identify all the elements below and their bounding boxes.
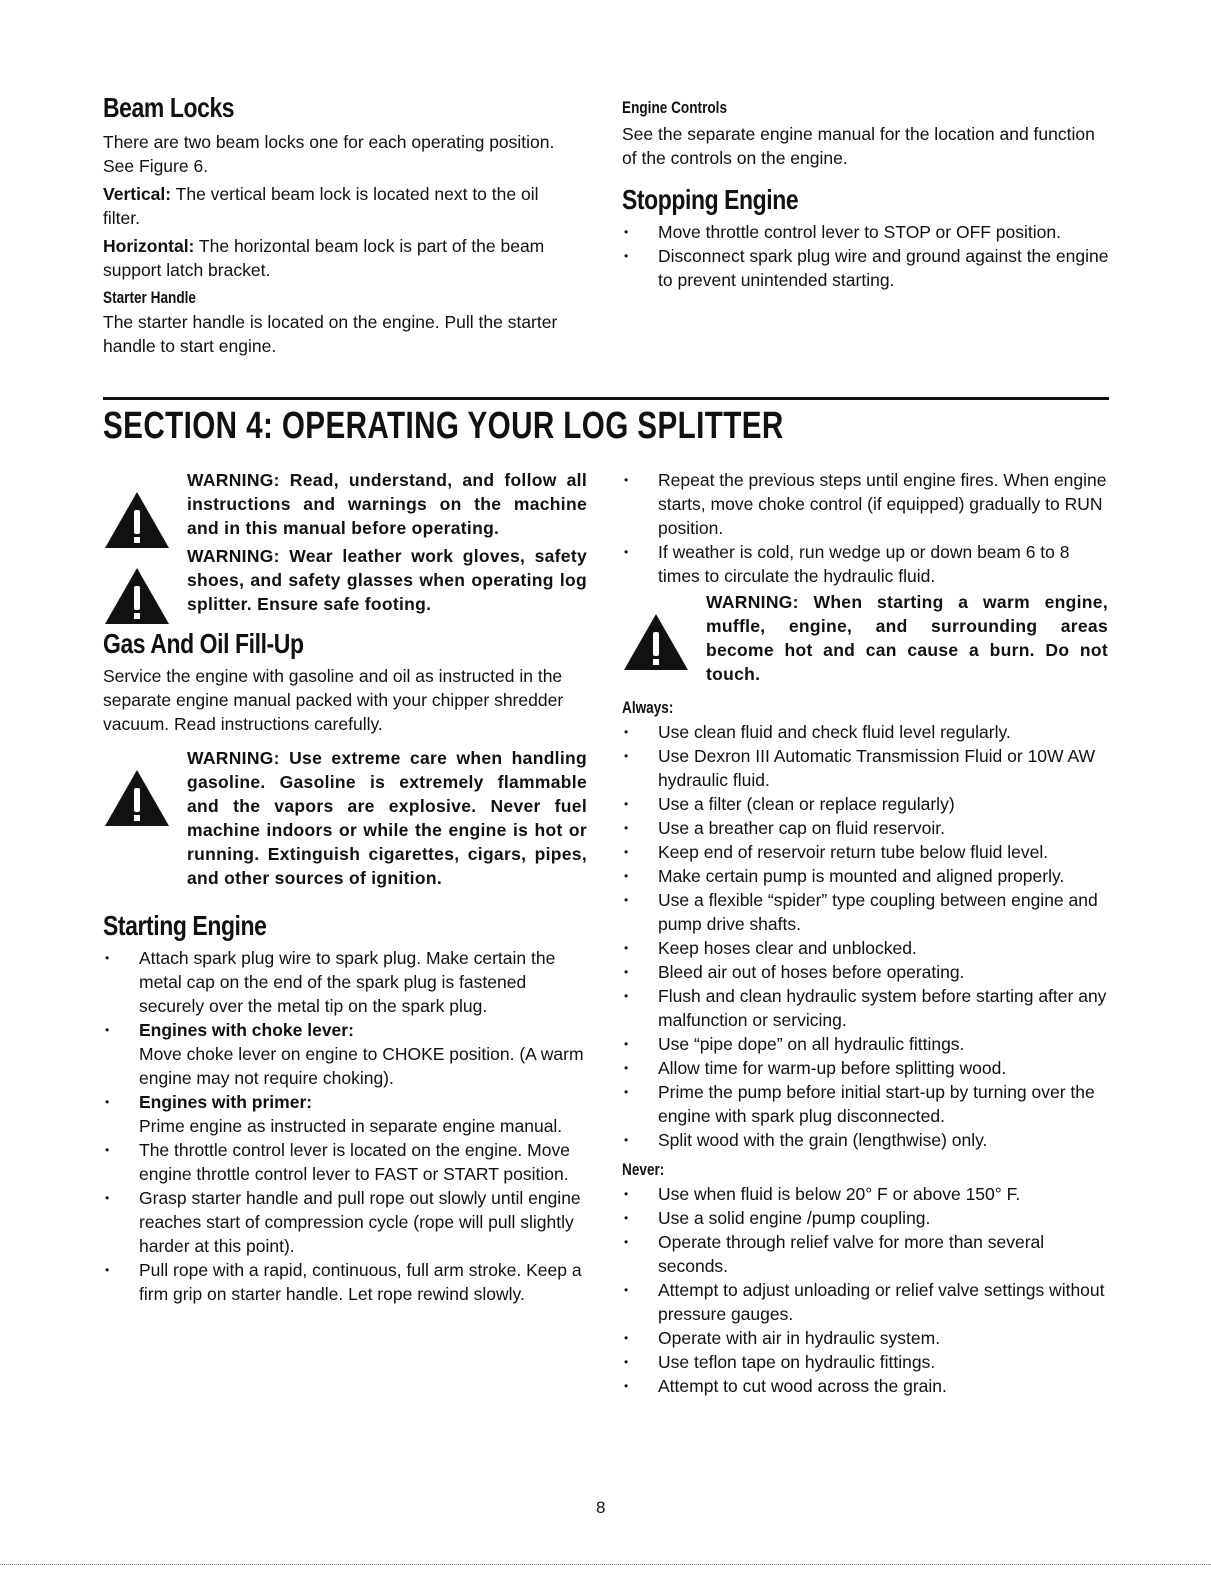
warning-text: WARNING: Use extreme care when handling gasoline. Gasoline is extremely flammable and the vapors are explosive. Never fuel machine indoors or while the engine is hot or running. Extinguish cigarettes, cigars, pipes, and other sources of ignition. bbox=[187, 748, 587, 888]
warning-text: WARNING: Read, understand, and follow all instructions and warnings on the machine and in this manual before operating. bbox=[187, 470, 587, 538]
starting-engine-list bbox=[103, 946, 587, 1306]
list-item: • Move throttle control lever to STOP or OFF position. bbox=[622, 220, 1112, 244]
list-item: • Use “pipe dope” on all hydraulic fittings. bbox=[622, 1032, 1108, 1056]
list-item: • Prime the pump before initial start-up by turning over the engine with spark plug disconnected. bbox=[622, 1080, 1108, 1128]
list-item: • Pull rope with a rapid, continuous, full arm stroke. Keep a firm grip on starter handle. Let rope rewind slowly. bbox=[103, 1258, 587, 1306]
starter-handle-text: The starter handle is located on the engine. Pull the starter handle to start engine. bbox=[103, 312, 558, 356]
choke-label: Engines with choke lever: bbox=[139, 1020, 354, 1040]
warning-triangle-icon bbox=[622, 612, 690, 672]
never-list bbox=[622, 1182, 1108, 1398]
page-bottom-edge bbox=[0, 1564, 1211, 1566]
list-item: • Use a flexible “spider” type coupling between engine and pump drive shafts. bbox=[622, 888, 1108, 936]
section-title: SECTION 4: OPERATING YOUR LOG SPLITTER bbox=[103, 405, 784, 447]
engine-controls-text: See the separate engine manual for the location and function of the controls on the engine. bbox=[622, 124, 1095, 168]
engine-controls-heading: Engine Controls bbox=[622, 98, 728, 117]
vertical-text: The vertical beam lock is located next to the oil filter. bbox=[103, 184, 539, 228]
list-item: • Use when fluid is below 20° F or above 150° F. bbox=[622, 1182, 1108, 1206]
list-item: • Use a solid engine /pump coupling. bbox=[622, 1206, 1108, 1230]
list-item: • Use Dexron III Automatic Transmission Fluid or 10W AW hydraulic fluid. bbox=[622, 744, 1108, 792]
list-item: • Use clean fluid and check fluid level regularly. bbox=[622, 720, 1108, 744]
warning-text: WARNING: Wear leather work gloves, safety shoes, and safety glasses when operating log splitter. Ensure safe footing. bbox=[187, 546, 587, 614]
page-number: 8 bbox=[596, 1498, 606, 1517]
list-item: • If weather is cold, run wedge up or down beam 6 to 8 times to circulate the hydraulic fluid. bbox=[622, 540, 1108, 588]
primer-text: Prime engine as instructed in separate engine manual. bbox=[139, 1116, 563, 1136]
warning-read-instructions bbox=[103, 468, 587, 540]
gas-oil-text: Service the engine with gasoline and oil as instructed in the separate engine manual packed with your chipper shredder vacuum. Read instructions carefully. bbox=[103, 666, 564, 734]
warning-text: WARNING: When starting a warm engine, muffle, engine, and surrounding areas become hot and can cause a burn. Do not touch. bbox=[706, 592, 1108, 684]
choke-text: Move choke lever on engine to CHOKE position. (A warm engine may not require choking). bbox=[139, 1044, 584, 1088]
beam-locks-intro: There are two beam locks one for each operating position. See Figure 6. bbox=[103, 132, 555, 176]
list-item: • Disconnect spark plug wire and ground against the engine to prevent unintended starting. bbox=[622, 244, 1112, 292]
list-item: • Bleed air out of hoses before operating. bbox=[622, 960, 1108, 984]
stopping-engine-list bbox=[622, 220, 1112, 292]
starter-handle-heading: Starter Handle bbox=[103, 288, 196, 307]
list-item: • Split wood with the grain (lengthwise) only. bbox=[622, 1128, 1108, 1152]
section-divider bbox=[103, 397, 1109, 400]
vertical-paragraph bbox=[103, 182, 573, 230]
list-item: • Grasp starter handle and pull rope out slowly until engine reaches start of compression cycle (rope will pull slightly harder at this point). bbox=[103, 1186, 587, 1258]
warning-triangle-icon bbox=[103, 768, 171, 828]
right-column bbox=[622, 468, 1108, 1398]
list-item: • Attach spark plug wire to spark plug. Make certain the metal cap on the end of the spark plug is fastened securely over the metal tip on the spark plug. bbox=[103, 946, 587, 1018]
horizontal-paragraph bbox=[103, 234, 573, 282]
starting-engine-heading: Starting Engine bbox=[103, 910, 267, 941]
never-heading: Never: bbox=[622, 1160, 665, 1179]
warning-hot-engine bbox=[622, 590, 1108, 686]
list-item bbox=[103, 1090, 587, 1138]
list-item: • Use teflon tape on hydraulic fittings. bbox=[622, 1350, 1108, 1374]
horizontal-text: The horizontal beam lock is part of the beam support latch bracket. bbox=[103, 236, 545, 280]
top-left-column bbox=[103, 92, 573, 358]
gas-oil-heading: Gas And Oil Fill-Up bbox=[103, 628, 304, 659]
list-item: • Attempt to adjust unloading or relief valve settings without pressure gauges. bbox=[622, 1278, 1108, 1326]
stopping-engine-heading: Stopping Engine bbox=[622, 184, 799, 215]
list-item: • Make certain pump is mounted and aligned properly. bbox=[622, 864, 1108, 888]
list-item: • Keep end of reservoir return tube below fluid level. bbox=[622, 840, 1108, 864]
list-item: • Flush and clean hydraulic system before starting after any malfunction or servicing. bbox=[622, 984, 1108, 1032]
horizontal-label: Horizontal: bbox=[103, 236, 195, 256]
left-column bbox=[103, 468, 587, 1306]
always-heading: Always: bbox=[622, 698, 674, 717]
warning-triangle-icon bbox=[103, 566, 171, 626]
list-item: • Attempt to cut wood across the grain. bbox=[622, 1374, 1108, 1398]
list-item: • Repeat the previous steps until engine fires. When engine starts, move choke control (if equipped) gradually to RUN position. bbox=[622, 468, 1108, 540]
list-item: • The throttle control lever is located on the engine. Move engine throttle control lever to FAST or START position. bbox=[103, 1138, 587, 1186]
list-item: • Use a breather cap on fluid reservoir. bbox=[622, 816, 1108, 840]
vertical-label: Vertical: bbox=[103, 184, 172, 204]
starting-steps-continued bbox=[622, 468, 1108, 588]
list-item: • Keep hoses clear and unblocked. bbox=[622, 936, 1108, 960]
warning-triangle-icon bbox=[103, 490, 171, 550]
top-right-column bbox=[622, 98, 1112, 292]
list-item: • Allow time for warm-up before splitting wood. bbox=[622, 1056, 1108, 1080]
beam-locks-heading: Beam Locks bbox=[103, 92, 235, 123]
primer-label: Engines with primer: bbox=[139, 1092, 313, 1112]
warning-gasoline bbox=[103, 746, 587, 890]
list-item: • Operate through relief valve for more than several seconds. bbox=[622, 1230, 1108, 1278]
list-item bbox=[103, 1018, 587, 1090]
warning-protective-gear bbox=[103, 544, 587, 616]
list-item: • Operate with air in hydraulic system. bbox=[622, 1326, 1108, 1350]
always-list bbox=[622, 720, 1108, 1152]
list-item: • Use a filter (clean or replace regularly) bbox=[622, 792, 1108, 816]
